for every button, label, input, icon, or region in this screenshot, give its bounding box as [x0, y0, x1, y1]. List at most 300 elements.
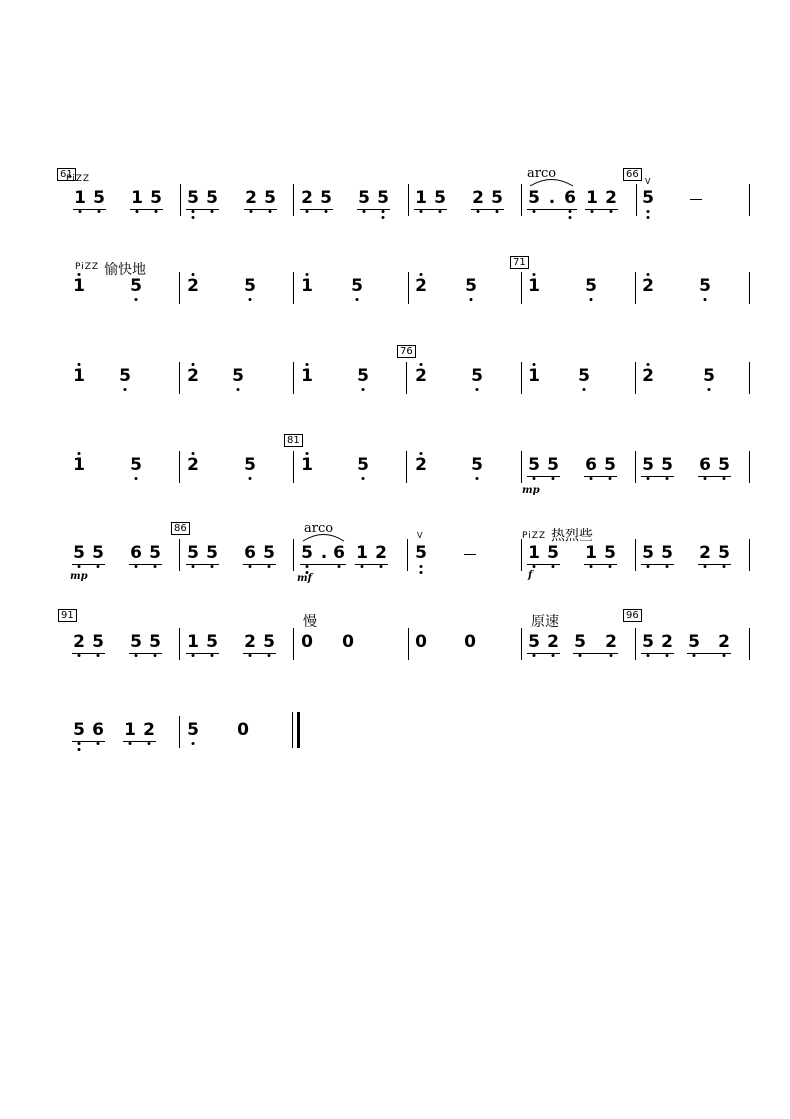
barline [635, 451, 636, 483]
note-digit: 5 [642, 188, 654, 208]
beam-line [355, 564, 388, 565]
tempo-marking: 热烈些 [551, 528, 593, 544]
note-digit: 1 [356, 543, 368, 563]
octave-dot [704, 298, 707, 301]
octave-dot [135, 298, 138, 301]
note-digit: 5 [264, 188, 276, 208]
octave-dot [647, 273, 650, 276]
octave-dot [476, 477, 479, 480]
note-digit: 5 [528, 632, 540, 652]
note-digit: 5 [547, 455, 559, 475]
note-digit: 5 [92, 543, 104, 563]
note-digit: 1 [74, 188, 86, 208]
octave-dot [533, 210, 536, 213]
barline [635, 362, 636, 394]
octave-dot [361, 565, 364, 568]
octave-dot [590, 565, 593, 568]
note-digit: 2 [73, 632, 85, 652]
barline [521, 184, 522, 216]
barline [293, 451, 294, 483]
beam-line [527, 476, 560, 477]
note-digit: 5 [351, 276, 363, 296]
note-digit: 5 [434, 188, 446, 208]
beam-line [186, 564, 219, 565]
tempo-original: 原速 [531, 614, 559, 630]
beam-line [527, 653, 560, 654]
note-digit: 2 [187, 366, 199, 386]
octave-dot [78, 363, 81, 366]
measure-number: 86 [171, 522, 190, 535]
octave-dot [533, 477, 536, 480]
note-digit: 1 [528, 366, 540, 386]
note-digit: 5 [244, 276, 256, 296]
beam-line [584, 564, 617, 565]
note-digit: 5 [244, 455, 256, 475]
octave-dot [338, 565, 341, 568]
octave-dot [609, 477, 612, 480]
slur-tie [303, 532, 344, 542]
note-digit: 0 [301, 632, 313, 652]
octave-dot [306, 273, 309, 276]
octave-dot [496, 210, 499, 213]
octave-dot [666, 565, 669, 568]
octave-dot [533, 273, 536, 276]
octave-dot [135, 477, 138, 480]
octave-dot [666, 654, 669, 657]
barline [293, 362, 294, 394]
beam-line [357, 209, 390, 210]
octave-dot [470, 298, 473, 301]
barline [521, 451, 522, 483]
measure-number: 71 [510, 256, 529, 269]
note-digit: 0 [415, 632, 427, 652]
octave-dot [647, 363, 650, 366]
note-digit: 5 [642, 543, 654, 563]
note-digit: 5 [73, 720, 85, 740]
octave-dot [420, 363, 423, 366]
note-digit: 1 [415, 188, 427, 208]
barline [293, 272, 294, 304]
octave-dot [192, 565, 195, 568]
barline [179, 539, 180, 571]
note-digit: 1 [586, 188, 598, 208]
note-digit: 2 [244, 632, 256, 652]
beam-line [130, 209, 163, 210]
note-digit: 5 [471, 455, 483, 475]
note-digit: 2 [187, 276, 199, 296]
measure-number: 81 [284, 434, 303, 447]
measure-number: 61 [57, 168, 76, 181]
beam-line [698, 476, 731, 477]
note-digit: 5 [93, 188, 105, 208]
note-digit: 2 [661, 632, 673, 652]
octave-dot [591, 210, 594, 213]
note-digit: 5 [320, 188, 332, 208]
barline [635, 272, 636, 304]
note-digit: 5 [73, 543, 85, 563]
octave-dot [552, 477, 555, 480]
barline [521, 628, 522, 660]
note-digit: 6 [130, 543, 142, 563]
barline [749, 628, 750, 660]
note-digit: 1 [73, 276, 85, 296]
note-digit: 5 [718, 543, 730, 563]
octave-dot [569, 210, 572, 213]
barline [179, 716, 180, 748]
note-digit: 2 [415, 366, 427, 386]
note-digit: 5 [358, 188, 370, 208]
octave-dot [590, 477, 593, 480]
octave-dot [79, 210, 82, 213]
octave-dot [148, 742, 151, 745]
octave-dot [136, 210, 139, 213]
barline [636, 184, 637, 216]
note-digit: 6 [92, 720, 104, 740]
note-digit: 5 [357, 366, 369, 386]
note-digit: 5 [130, 276, 142, 296]
octave-dot [98, 210, 101, 213]
note-digit: 5 [642, 455, 654, 475]
octave-dot [78, 273, 81, 276]
barline [749, 184, 750, 216]
note-digit: 5 [150, 188, 162, 208]
octave-dot [306, 452, 309, 455]
octave-dot [380, 565, 383, 568]
octave-dot [249, 298, 252, 301]
note-digit: 1 [73, 366, 85, 386]
note-digit: 6 [244, 543, 256, 563]
octave-dot [476, 388, 479, 391]
barline [293, 628, 294, 660]
note-digit: 5 [263, 632, 275, 652]
octave-dot [533, 363, 536, 366]
octave-dot [362, 477, 365, 480]
octave-dot [693, 654, 696, 657]
beam-line [687, 653, 731, 654]
note-digit: 5 [718, 455, 730, 475]
note-digit: 5 [604, 543, 616, 563]
tempo-marking: 愉快地 [104, 262, 146, 278]
beam-line [527, 564, 560, 565]
barline [635, 628, 636, 660]
beam-line [527, 209, 577, 210]
beam-line [72, 653, 105, 654]
octave-dot [249, 654, 252, 657]
barline [180, 184, 181, 216]
octave-dot [211, 654, 214, 657]
pizz-mark: PiZZ [66, 174, 91, 184]
arco-mark: arco [304, 521, 334, 536]
octave-dot [78, 748, 81, 751]
note-digit: 1 [301, 366, 313, 386]
beam-line [585, 209, 618, 210]
barline [521, 272, 522, 304]
barline [179, 628, 180, 660]
note-digit: 5 [357, 455, 369, 475]
note-digit: 1 [187, 632, 199, 652]
octave-dot [306, 363, 309, 366]
note-digit: 5 [187, 720, 199, 740]
note-digit: 6 [333, 543, 345, 563]
note-digit: 5 [92, 632, 104, 652]
measure-number: 91 [58, 609, 77, 622]
bow-mark: V [645, 177, 651, 186]
beam-line [698, 564, 731, 565]
beam-line [243, 564, 276, 565]
note-digit: 5 [465, 276, 477, 296]
octave-dot [439, 210, 442, 213]
octave-dot [552, 654, 555, 657]
tempo-slow: 慢 [303, 614, 317, 630]
measure-number: 76 [397, 345, 416, 358]
octave-dot [78, 742, 81, 745]
octave-dot [647, 477, 650, 480]
note-digit: 5 [491, 188, 503, 208]
beam-line [72, 564, 105, 565]
note-digit: 5 [574, 632, 586, 652]
note-digit: 1 [528, 276, 540, 296]
note-digit: 2 [472, 188, 484, 208]
hold-dash [690, 199, 702, 200]
dynamic-f: f [528, 570, 533, 581]
dynamic-mp: mp [70, 571, 88, 582]
note-digit: 1 [301, 455, 313, 475]
barline [635, 539, 636, 571]
note-digit: 5 [187, 188, 199, 208]
beam-line [243, 653, 276, 654]
note-digit: 5 [119, 366, 131, 386]
octave-dot [420, 273, 423, 276]
final-thick-barline [297, 712, 300, 748]
beam-line [641, 653, 674, 654]
octave-dot [704, 565, 707, 568]
measure-number: 66 [623, 168, 642, 181]
slur-tie [530, 177, 573, 187]
beam-line [129, 564, 162, 565]
barline [749, 451, 750, 483]
note-digit: 1 [73, 455, 85, 475]
octave-dot [382, 210, 385, 213]
note-digit: 5 [699, 276, 711, 296]
octave-dot [135, 565, 138, 568]
note-digit: 2 [245, 188, 257, 208]
octave-dot [382, 216, 385, 219]
octave-dot [609, 565, 612, 568]
note-digit: 5 [206, 632, 218, 652]
octave-dot [708, 388, 711, 391]
beam-line [641, 476, 674, 477]
pizz-mark: PiZZ [522, 531, 547, 541]
pizz-mark: PiZZ [75, 262, 100, 272]
octave-dot [704, 477, 707, 480]
note-digit: 5 [206, 188, 218, 208]
note-digit: 2 [415, 276, 427, 296]
note-digit: 5 [263, 543, 275, 563]
octave-dot [590, 298, 593, 301]
barline [179, 272, 180, 304]
note-digit: 2 [642, 276, 654, 296]
note-digit: 5 [547, 543, 559, 563]
octave-dot [362, 388, 365, 391]
octave-dot [420, 452, 423, 455]
barline [408, 184, 409, 216]
octave-dot [723, 654, 726, 657]
octave-dot [192, 210, 195, 213]
note-digit: 2 [605, 188, 617, 208]
barline [407, 539, 408, 571]
barline [293, 539, 294, 571]
note-digit: 5 [703, 366, 715, 386]
octave-dot [78, 452, 81, 455]
octave-dot [237, 388, 240, 391]
octave-dot [306, 565, 309, 568]
note-digit: 6 [564, 188, 576, 208]
note-digit: 5 [661, 543, 673, 563]
octave-dot [192, 742, 195, 745]
octave-dot [249, 477, 252, 480]
note-digit: 5 [206, 543, 218, 563]
note-digit: 0 [342, 632, 354, 652]
note-digit: 5 [415, 543, 427, 563]
dynamic-mp: mp [522, 485, 540, 496]
beam-line [641, 564, 674, 565]
octave-dot [569, 216, 572, 219]
octave-dot [306, 210, 309, 213]
octave-dot [552, 565, 555, 568]
octave-dot [192, 452, 195, 455]
note-digit: 5 [528, 455, 540, 475]
octave-dot [97, 565, 100, 568]
beam-line [300, 564, 346, 565]
note-digit: 0 [464, 632, 476, 652]
octave-dot [579, 654, 582, 657]
note-digit: 2 [301, 188, 313, 208]
octave-dot [723, 477, 726, 480]
octave-dot [211, 565, 214, 568]
octave-dot [477, 210, 480, 213]
barline [521, 539, 522, 571]
beam-line [129, 653, 162, 654]
octave-dot [666, 477, 669, 480]
barline [179, 451, 180, 483]
octave-dot [269, 210, 272, 213]
octave-dot [78, 654, 81, 657]
octave-dot [533, 565, 536, 568]
beam-line [300, 209, 333, 210]
note-digit: 2 [605, 632, 617, 652]
barline [406, 362, 407, 394]
note-digit: 5 [149, 632, 161, 652]
octave-dot [583, 388, 586, 391]
note-digit: 5 [130, 455, 142, 475]
note-digit: 5 [130, 632, 142, 652]
barline [749, 362, 750, 394]
barline [293, 184, 294, 216]
arco-mark: arco [527, 166, 557, 181]
note-digit: 1 [528, 543, 540, 563]
note-digit: 5 [578, 366, 590, 386]
octave-dot [610, 654, 613, 657]
octave-dot [129, 742, 132, 745]
octave-dot [420, 571, 423, 574]
octave-dot [533, 654, 536, 657]
note-digit: 5 [661, 455, 673, 475]
note-dot: . [320, 543, 328, 563]
octave-dot [211, 210, 214, 213]
beam-line [123, 741, 156, 742]
note-digit: 2 [143, 720, 155, 740]
note-digit: 2 [187, 455, 199, 475]
octave-dot [154, 654, 157, 657]
octave-dot [97, 654, 100, 657]
octave-dot [356, 298, 359, 301]
note-digit: 5 [301, 543, 313, 563]
note-digit: 2 [699, 543, 711, 563]
octave-dot [192, 363, 195, 366]
octave-dot [268, 565, 271, 568]
note-digit: 5 [604, 455, 616, 475]
barline [408, 628, 409, 660]
dynamic-mf: mf [297, 573, 312, 584]
note-digit: 1 [131, 188, 143, 208]
octave-dot [420, 565, 423, 568]
note-digit: 5 [232, 366, 244, 386]
note-digit: 5 [642, 632, 654, 652]
octave-dot [268, 654, 271, 657]
note-digit: 1 [124, 720, 136, 740]
octave-dot [249, 565, 252, 568]
beam-line [186, 209, 219, 210]
note-digit: 5 [585, 276, 597, 296]
octave-dot [647, 210, 650, 213]
octave-dot [647, 216, 650, 219]
note-digit: 5 [377, 188, 389, 208]
octave-dot [723, 565, 726, 568]
octave-dot [363, 210, 366, 213]
octave-dot [78, 565, 81, 568]
note-digit: 1 [585, 543, 597, 563]
beam-line [186, 653, 219, 654]
note-digit: 5 [471, 366, 483, 386]
octave-dot [192, 216, 195, 219]
barline [749, 539, 750, 571]
note-digit: 6 [699, 455, 711, 475]
note-digit: 2 [718, 632, 730, 652]
octave-dot [192, 273, 195, 276]
barline [749, 272, 750, 304]
octave-dot [124, 388, 127, 391]
bow-mark: V [417, 531, 423, 540]
note-digit: 2 [375, 543, 387, 563]
beam-line [584, 476, 617, 477]
beam-line [471, 209, 504, 210]
note-digit: 5 [149, 543, 161, 563]
barline [406, 451, 407, 483]
note-digit: 0 [237, 720, 249, 740]
note-digit: 5 [187, 543, 199, 563]
octave-dot [250, 210, 253, 213]
octave-dot [154, 565, 157, 568]
note-digit: 2 [415, 455, 427, 475]
measure-number: 96 [623, 609, 642, 622]
octave-dot [647, 654, 650, 657]
octave-dot [135, 654, 138, 657]
note-digit: 2 [547, 632, 559, 652]
octave-dot [420, 210, 423, 213]
beam-line [244, 209, 277, 210]
beam-line [73, 209, 106, 210]
barline [521, 362, 522, 394]
